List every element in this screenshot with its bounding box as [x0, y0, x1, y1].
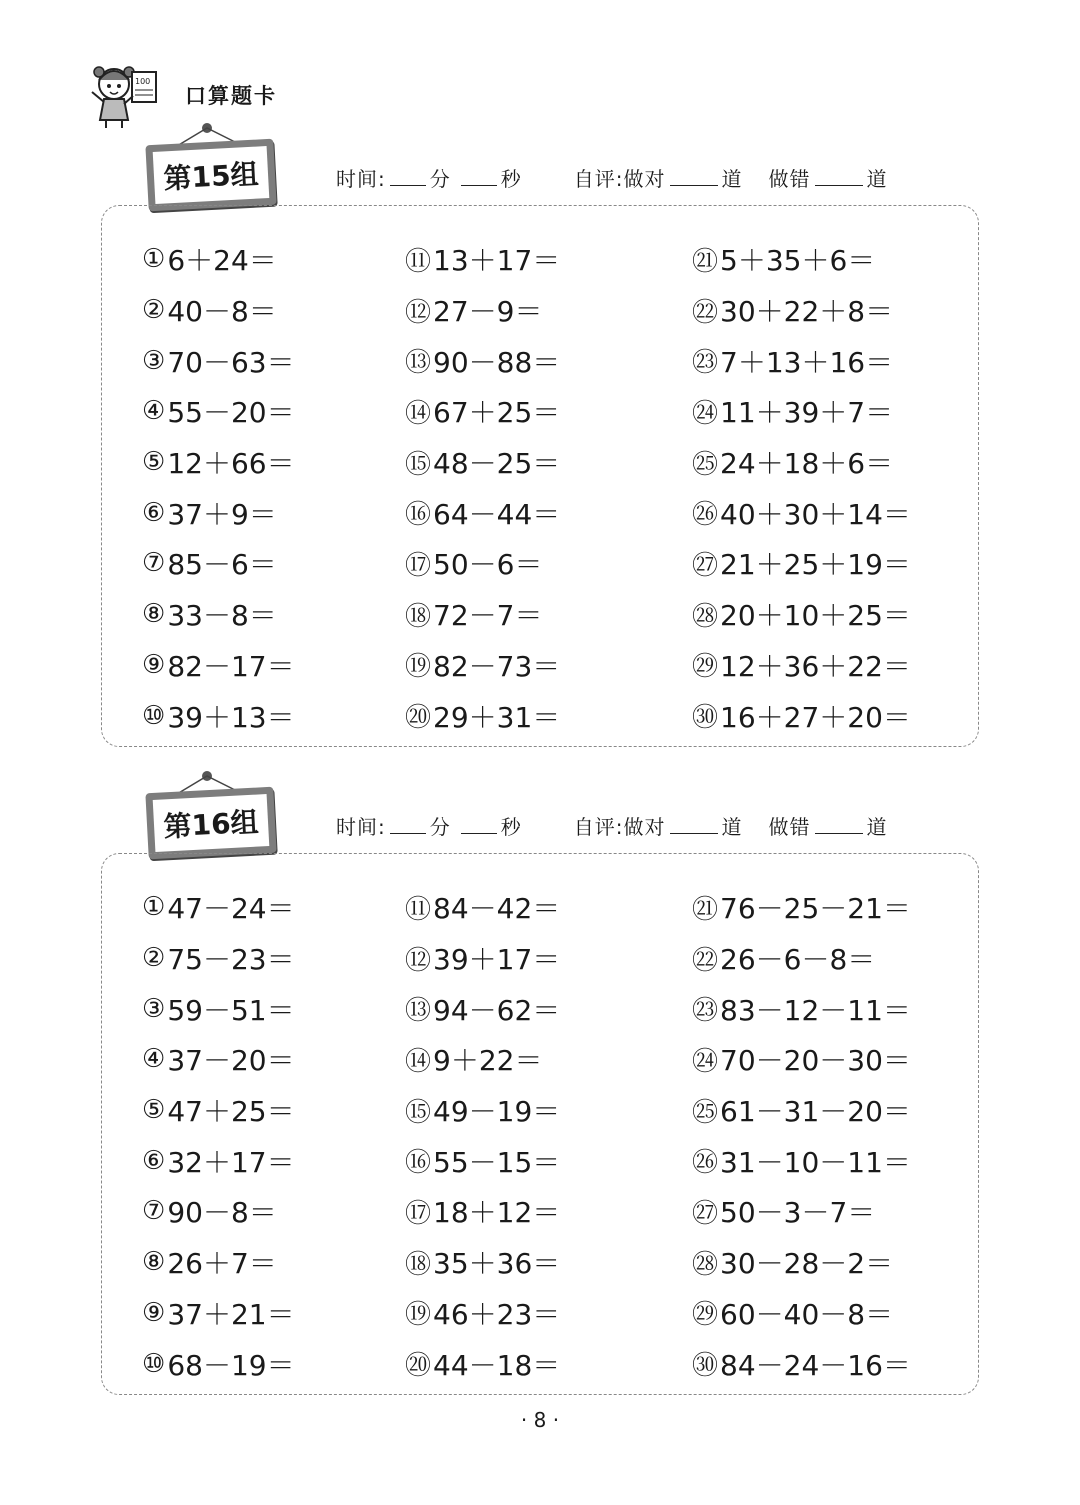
problem-expression: 21＋25＋19＝ — [720, 548, 911, 582]
problem-expression: 13＋17＝ — [433, 244, 561, 278]
problem-item — [142, 386, 295, 437]
problem-column — [692, 882, 911, 1389]
problem-item — [142, 690, 295, 741]
problem-item — [692, 1288, 911, 1339]
problem-number: ㉚ — [692, 703, 719, 734]
problem-number: ① — [142, 892, 166, 923]
problem-item — [142, 1034, 295, 1085]
seconds-blank[interactable] — [461, 815, 497, 834]
problem-item — [692, 234, 911, 285]
problem-number: ㉙ — [692, 1300, 719, 1331]
problem-expression: 30－28－2＝ — [720, 1247, 894, 1281]
problem-expression: 37＋21＝ — [167, 1297, 295, 1331]
problem-expression: 70－20－30＝ — [720, 1044, 911, 1078]
problem-item — [692, 1034, 911, 1085]
group-title: 第16组 — [153, 794, 270, 852]
problem-expression: 12＋36＋22＝ — [720, 649, 911, 683]
problem-expression: 85－6＝ — [167, 548, 277, 582]
problem-item — [692, 983, 911, 1034]
problem-item — [405, 234, 560, 285]
problem-expression: 31－10－11＝ — [720, 1145, 911, 1179]
problem-number: ④ — [142, 396, 166, 427]
problem-number: ㉓ — [692, 348, 719, 379]
problem-number: ㉘ — [692, 601, 719, 632]
group-title: 第15组 — [153, 146, 270, 204]
problem-expression: 32＋17＝ — [167, 1145, 295, 1179]
problem-expression: 76－25－21＝ — [720, 892, 911, 926]
problem-number: ㉑ — [692, 246, 719, 277]
problem-item — [142, 983, 295, 1034]
problem-item — [142, 1288, 295, 1339]
problem-number: ⑧ — [142, 599, 166, 630]
problem-item — [405, 285, 560, 336]
problem-expression: 20＋10＋25＝ — [720, 599, 911, 633]
problem-column — [405, 882, 560, 1389]
problem-number: ⑫ — [405, 945, 432, 976]
problem-expression: 83－12－11＝ — [720, 993, 911, 1027]
problem-number: ⑰ — [405, 1198, 432, 1229]
problem-number: ⑯ — [405, 1148, 432, 1179]
problem-expression: 11＋39＋7＝ — [720, 396, 894, 430]
problem-item — [142, 1237, 295, 1288]
problem-expression: 55－15＝ — [433, 1145, 561, 1179]
problem-item — [142, 234, 295, 285]
problem-expression: 27－9＝ — [433, 295, 543, 329]
problem-number: ⑯ — [405, 500, 432, 531]
problem-number: ㉑ — [692, 894, 719, 925]
problem-number: ① — [142, 244, 166, 275]
problem-item — [405, 983, 560, 1034]
problem-number: ㉔ — [692, 1046, 719, 1077]
problem-item — [405, 933, 560, 984]
problem-item — [142, 589, 295, 640]
problem-item — [405, 487, 560, 538]
problem-number: ⑬ — [405, 996, 432, 1027]
problem-number: ㉚ — [692, 1351, 719, 1382]
problem-number: ⑨ — [142, 1297, 166, 1328]
problem-item — [692, 487, 911, 538]
problem-number: ⑩ — [142, 1348, 166, 1379]
problem-number: ㉕ — [692, 449, 719, 480]
problem-item — [142, 437, 295, 488]
problem-number: ⑥ — [142, 1145, 166, 1176]
page-header-title: 口算题卡 — [185, 84, 277, 108]
problem-number: ⑤ — [142, 1095, 166, 1126]
problem-item — [142, 1085, 295, 1136]
problem-item — [692, 1186, 911, 1237]
problem-expression: 47＋25＝ — [167, 1095, 295, 1129]
problem-number: ⑨ — [142, 649, 166, 680]
time-label: 时间: — [336, 815, 386, 839]
correct-unit-label: 道 — [721, 815, 743, 839]
problem-number: ⑪ — [405, 246, 432, 277]
problem-number: ㉕ — [692, 1097, 719, 1128]
time-label: 时间: — [336, 167, 386, 191]
problem-number: ⑱ — [405, 1249, 432, 1280]
problem-item — [142, 335, 295, 386]
problem-item — [405, 1237, 560, 1288]
problem-number: ⑭ — [405, 398, 432, 429]
problem-item — [405, 1135, 560, 1186]
page-number: · 8 · — [520, 1408, 560, 1432]
problem-item — [405, 1085, 560, 1136]
problem-expression: 67＋25＝ — [433, 396, 561, 430]
problem-expression: 72－7＝ — [433, 599, 543, 633]
problem-number: ⑳ — [405, 1351, 432, 1382]
wrong-label: 做错 — [768, 815, 811, 839]
problem-column — [142, 234, 295, 741]
problem-expression: 90－88＝ — [433, 345, 561, 379]
problem-expression: 90－8＝ — [167, 1196, 277, 1230]
seconds-blank[interactable] — [461, 167, 497, 186]
problem-column — [692, 234, 911, 741]
problem-expression: 33－8＝ — [167, 599, 277, 633]
second-label: 秒 — [500, 815, 522, 839]
wrong-unit-label: 道 — [866, 167, 888, 191]
self-eval-label: 自评:做对 — [573, 815, 666, 839]
problem-number: ㉒ — [692, 945, 719, 976]
problem-expression: 94－62＝ — [433, 993, 561, 1027]
problem-item — [692, 690, 911, 741]
problem-item — [692, 882, 911, 933]
problem-item — [142, 285, 295, 336]
problem-expression: 29＋31＝ — [433, 700, 561, 734]
wrong-count-blank[interactable] — [815, 815, 863, 834]
problem-expression: 61－31－20＝ — [720, 1095, 911, 1129]
problem-number: ⑰ — [405, 550, 432, 581]
problem-item — [142, 487, 295, 538]
problem-expression: 26－6－8＝ — [720, 943, 876, 977]
problem-expression: 37－20＝ — [167, 1044, 295, 1078]
problem-expression: 18＋12＝ — [433, 1196, 561, 1230]
problem-item — [405, 589, 560, 640]
problem-number: ㉗ — [692, 1198, 719, 1229]
problem-number: ⑤ — [142, 447, 166, 478]
problem-number: ⑳ — [405, 703, 432, 734]
problem-item — [692, 1237, 911, 1288]
problems-box — [101, 205, 979, 747]
problem-number: ⑥ — [142, 497, 166, 528]
wrong-unit-label: 道 — [866, 815, 888, 839]
problem-item — [405, 1186, 560, 1237]
problem-expression: 30＋22＋8＝ — [720, 295, 894, 329]
correct-count-blank[interactable] — [670, 167, 718, 186]
problem-expression: 48－25＝ — [433, 447, 561, 481]
problem-expression: 44－18＝ — [433, 1348, 561, 1382]
problem-expression: 37＋9＝ — [167, 497, 277, 531]
problem-number: ㉒ — [692, 297, 719, 328]
problem-item — [692, 437, 911, 488]
problem-number: ⑲ — [405, 652, 432, 683]
problem-expression: 5＋35＋6＝ — [720, 244, 876, 278]
problem-item — [692, 538, 911, 589]
problem-number: ⑧ — [142, 1247, 166, 1278]
correct-unit-label: 道 — [721, 167, 743, 191]
problem-item — [405, 386, 560, 437]
problem-item — [142, 933, 295, 984]
problem-item — [142, 640, 295, 691]
problem-number: ㉓ — [692, 996, 719, 1027]
problem-item — [692, 335, 911, 386]
self-eval-label: 自评:做对 — [573, 167, 666, 191]
problem-expression: 70－63＝ — [167, 345, 295, 379]
problem-expression: 55－20＝ — [167, 396, 295, 430]
problem-expression: 7＋13＋16＝ — [720, 345, 894, 379]
wrong-count-blank[interactable] — [815, 167, 863, 186]
problem-expression: 9＋22＝ — [433, 1044, 543, 1078]
problem-item — [405, 1288, 560, 1339]
problem-expression: 84－24－16＝ — [720, 1348, 911, 1382]
problem-number: ㉙ — [692, 652, 719, 683]
problem-expression: 46＋23＝ — [433, 1297, 561, 1331]
problem-expression: 50－3－7＝ — [720, 1196, 876, 1230]
problem-expression: 6＋24＝ — [167, 244, 277, 278]
problem-column — [142, 882, 295, 1389]
minutes-blank[interactable] — [390, 815, 426, 834]
stats-line — [336, 811, 888, 840]
problem-number: ⑭ — [405, 1046, 432, 1077]
problem-expression: 26＋7＝ — [167, 1247, 277, 1281]
problem-number: ⑬ — [405, 348, 432, 379]
problem-expression: 47－24＝ — [167, 892, 295, 926]
problem-expression: 50－6＝ — [433, 548, 543, 582]
problem-item — [692, 1085, 911, 1136]
problem-number: ⑪ — [405, 894, 432, 925]
problem-number: ⑲ — [405, 1300, 432, 1331]
problem-number: ⑮ — [405, 1097, 432, 1128]
problem-expression: 49－19＝ — [433, 1095, 561, 1129]
stats-line — [336, 163, 888, 192]
problem-item — [692, 933, 911, 984]
problem-expression: 39＋13＝ — [167, 700, 295, 734]
problem-expression: 40－8＝ — [167, 295, 277, 329]
minute-label: 分 — [429, 815, 451, 839]
problem-number: ③ — [142, 345, 166, 376]
problem-item — [405, 335, 560, 386]
problem-number: ⑦ — [142, 548, 166, 579]
problem-expression: 75－23＝ — [167, 943, 295, 977]
problem-item — [692, 386, 911, 437]
problem-expression: 82－73＝ — [433, 649, 561, 683]
problem-number: ㉖ — [692, 500, 719, 531]
problem-item — [142, 1338, 295, 1389]
problem-number: ② — [142, 943, 166, 974]
problem-item — [405, 1338, 560, 1389]
problem-item — [142, 1186, 295, 1237]
problem-expression: 35＋36＝ — [433, 1247, 561, 1281]
minute-label: 分 — [429, 167, 451, 191]
problems-box — [101, 853, 979, 1395]
problem-number: ㉔ — [692, 398, 719, 429]
problem-item — [692, 285, 911, 336]
problem-expression: 40＋30＋14＝ — [720, 497, 911, 531]
problem-item — [405, 640, 560, 691]
problem-expression: 84－42＝ — [433, 892, 561, 926]
problem-expression: 64－44＝ — [433, 497, 561, 531]
problem-number: ⑩ — [142, 700, 166, 731]
problem-item — [405, 1034, 560, 1085]
problem-column — [405, 234, 560, 741]
problem-item — [692, 1135, 911, 1186]
problem-item — [692, 1338, 911, 1389]
problem-number: ⑫ — [405, 297, 432, 328]
problem-expression: 60－40－8＝ — [720, 1297, 894, 1331]
problem-number: ⑦ — [142, 1196, 166, 1227]
problem-expression: 16＋27＋20＝ — [720, 700, 911, 734]
problem-expression: 24＋18＋6＝ — [720, 447, 894, 481]
problem-expression: 82－17＝ — [167, 649, 295, 683]
problem-expression: 59－51＝ — [167, 993, 295, 1027]
problem-number: ② — [142, 295, 166, 326]
problem-number: ㉘ — [692, 1249, 719, 1280]
problem-number: ㉖ — [692, 1148, 719, 1179]
problem-item — [405, 538, 560, 589]
problem-number: ⑮ — [405, 449, 432, 480]
problem-expression: 39＋17＝ — [433, 943, 561, 977]
problem-number: ⑱ — [405, 601, 432, 632]
problem-item — [405, 437, 560, 488]
wrong-label: 做错 — [768, 167, 811, 191]
problem-expression: 12＋66＝ — [167, 447, 295, 481]
problem-number: ③ — [142, 993, 166, 1024]
svg-text:100: 100 — [135, 77, 151, 86]
minutes-blank[interactable] — [390, 167, 426, 186]
problem-item — [142, 1135, 295, 1186]
problem-item — [142, 538, 295, 589]
problem-number: ④ — [142, 1044, 166, 1075]
problem-number: ㉗ — [692, 550, 719, 581]
problem-expression: 68－19＝ — [167, 1348, 295, 1382]
correct-count-blank[interactable] — [670, 815, 718, 834]
problem-item — [405, 690, 560, 741]
problem-item — [405, 882, 560, 933]
problem-item — [692, 640, 911, 691]
problem-item — [692, 589, 911, 640]
problem-item — [142, 882, 295, 933]
second-label: 秒 — [500, 167, 522, 191]
